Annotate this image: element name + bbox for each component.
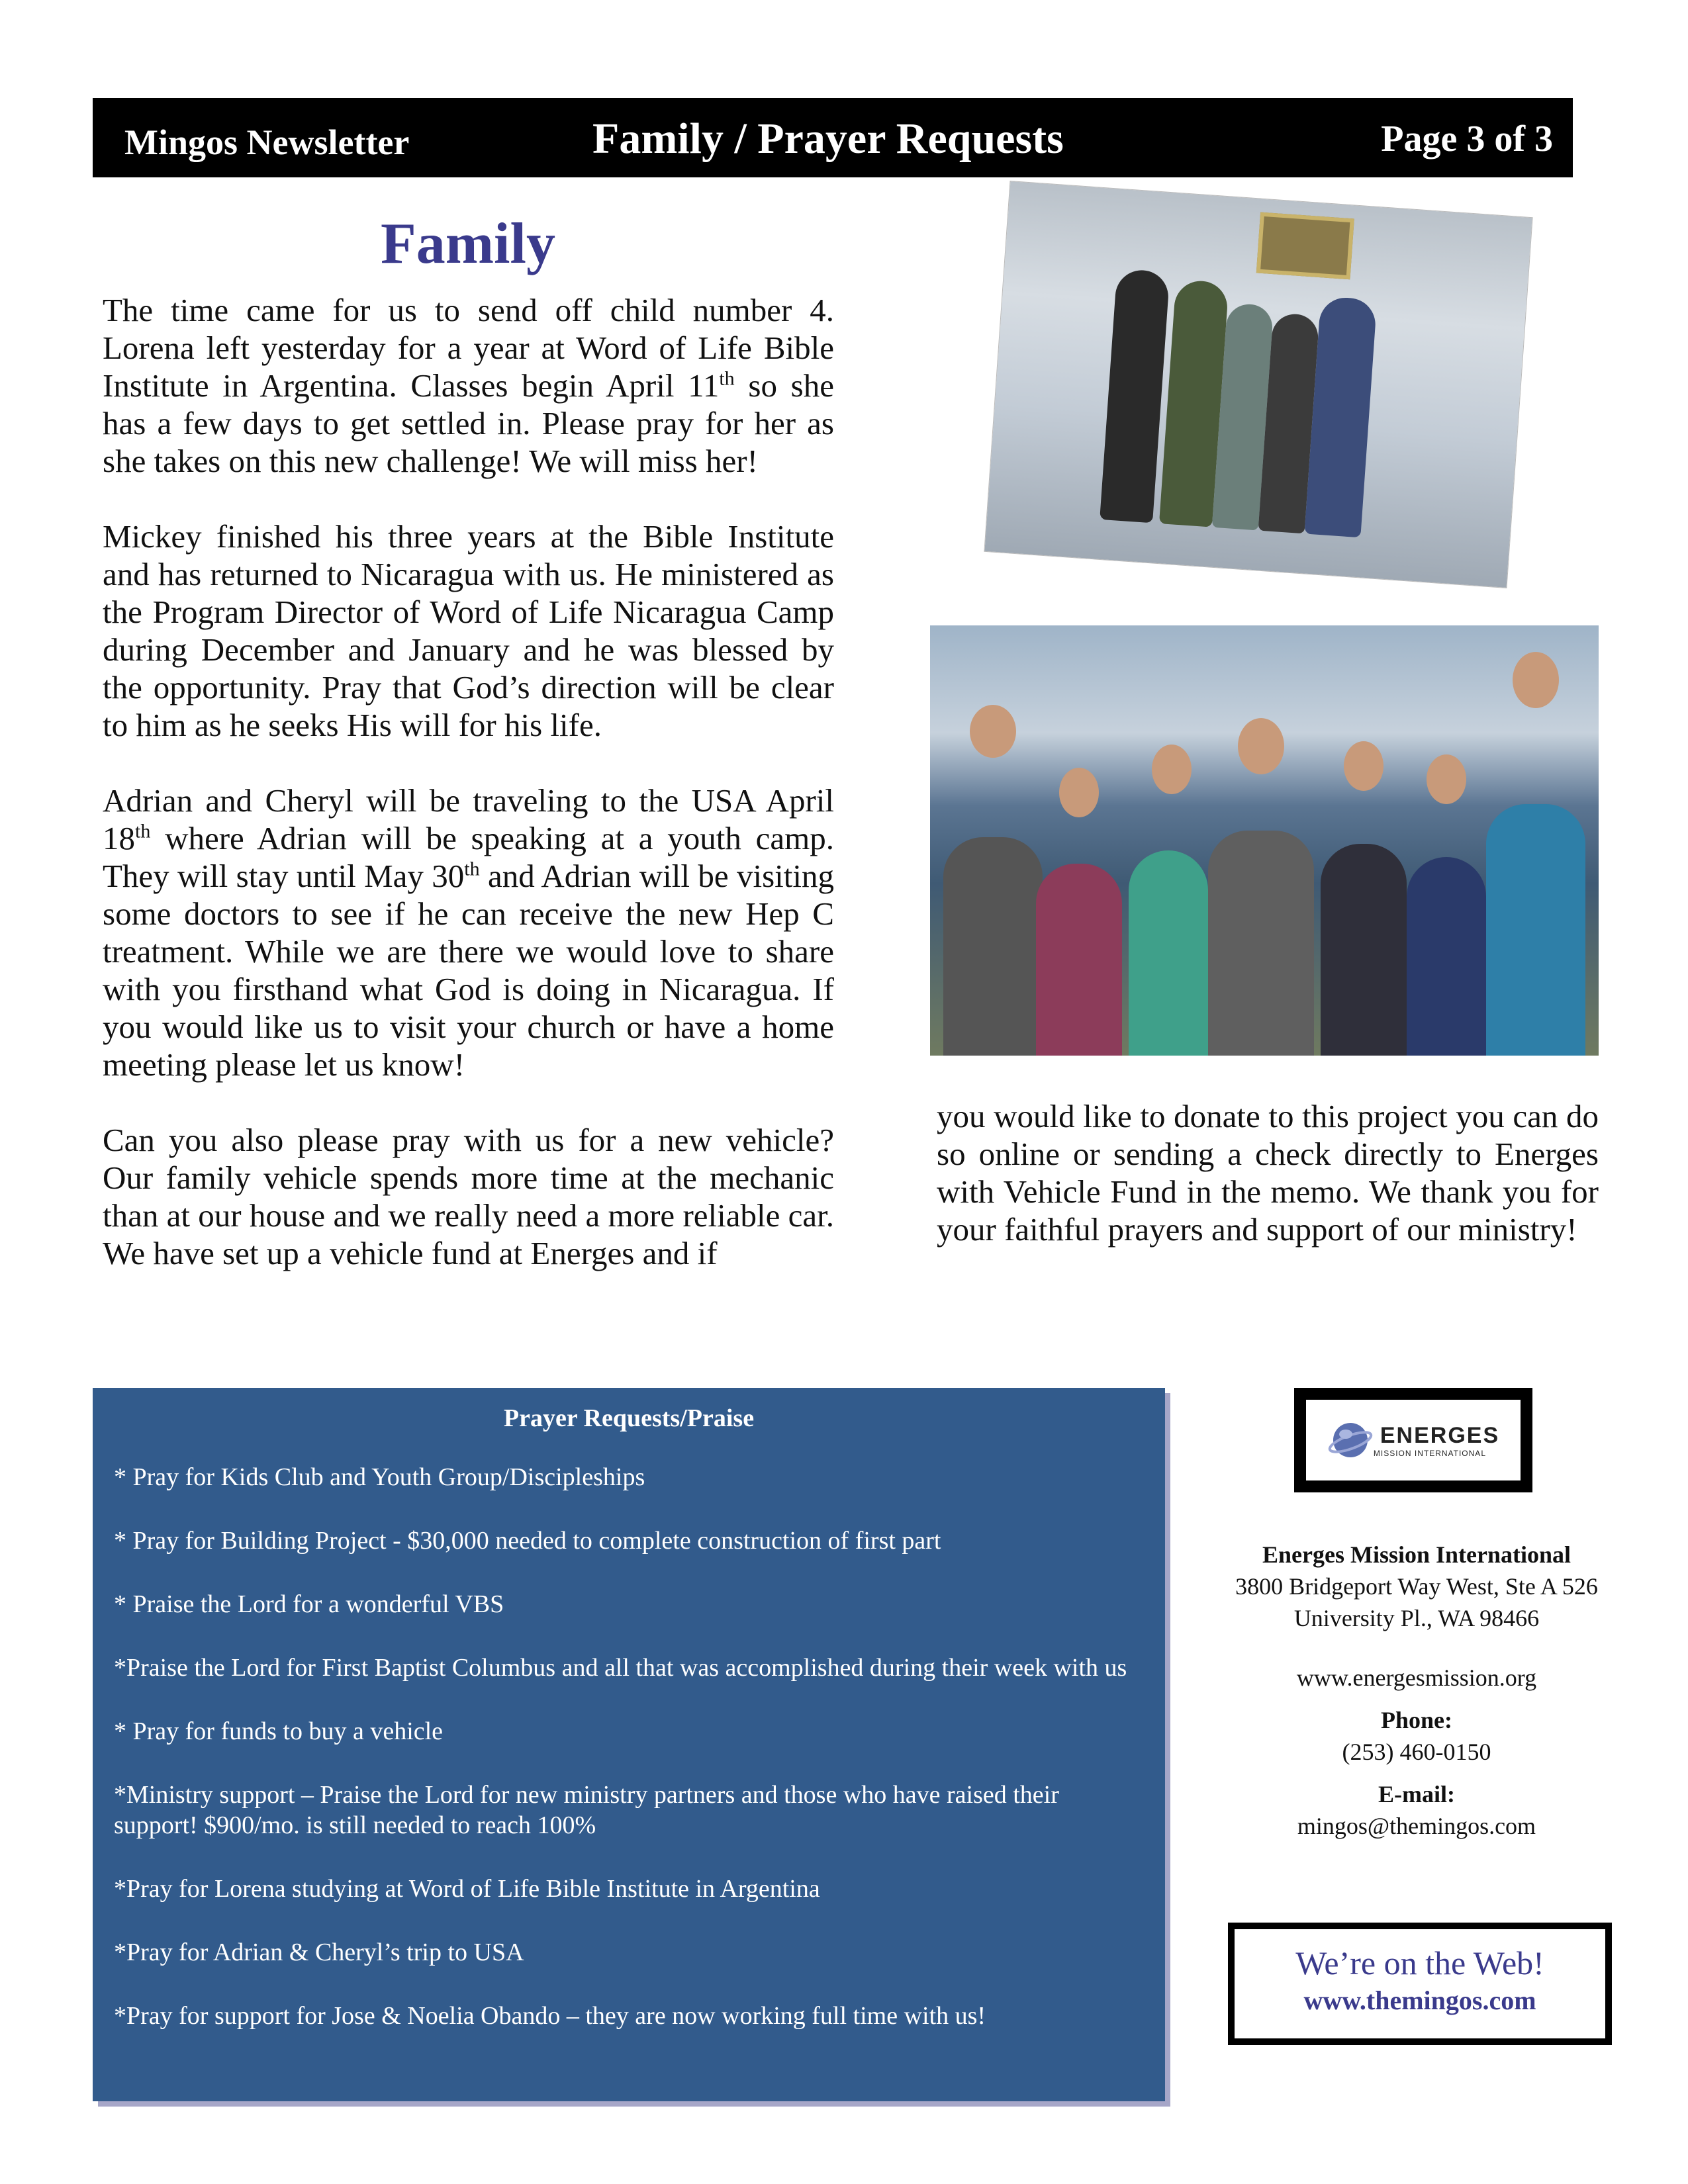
web-callout-title: We’re on the Web! — [1295, 1944, 1544, 1981]
photo-face — [1238, 718, 1284, 774]
web-callout-box — [1228, 1923, 1612, 2045]
logo-subtitle: MISSION INTERNATIONAL — [1373, 1448, 1486, 1458]
organization-name: Energes Mission International — [1262, 1541, 1571, 1568]
photo-person — [1321, 844, 1407, 1056]
ordinal-suffix: th — [135, 820, 151, 842]
photo-person — [1407, 857, 1486, 1056]
website-link[interactable]: www.energesmission.org — [1296, 1664, 1537, 1691]
photo-person — [1208, 831, 1314, 1056]
list-item: *Ministry support – Praise the Lord for new ministry partners and those who have raised their support! $900/mo. is still needed to reach 100% — [114, 1781, 1059, 1839]
page-number: Page 3 of 3 — [1381, 118, 1553, 159]
list-item: * Praise the Lord for a wonderful VBS — [114, 1590, 504, 1618]
list-item: *Praise the Lord for First Baptist Columbus and all that was accomplished during their week with us — [114, 1654, 1127, 1682]
list-item: *Pray for support for Jose & Noelia Obando – they are now working full time with us! — [114, 2002, 986, 2030]
list-item: * Pray for funds to buy a vehicle — [114, 1717, 444, 1745]
paragraph-mickey: Mickey finished his three years at the Bible Institute and has returned to Nicaragua with us. He ministered as the Program Director of Word of Life Nicaragua Camp during December and January and he was blessed by the opportunity. Pray that God’s direction will be clear to him as he seeks His will for his life. — [103, 518, 834, 743]
photo-person — [1100, 269, 1170, 523]
paragraph-vehicle: Can you also please pray with us for a new vehicle? Our family vehicle spends more time at the mechanic than at our house and we really need a more reliable car. We have set up a vehicle fund at Energes and if — [103, 1122, 834, 1271]
ordinal-suffix: th — [464, 858, 480, 880]
energes-logo — [1294, 1388, 1532, 1492]
family-heading: Family — [381, 212, 555, 276]
list-item: * Pray for Building Project - $30,000 needed to complete construction of first part — [114, 1527, 941, 1555]
prayer-requests-title: Prayer Requests/Praise — [503, 1404, 755, 1432]
photo-person — [1129, 850, 1208, 1056]
photo-face — [1427, 754, 1466, 804]
paragraph-usa-trip — [103, 782, 834, 1083]
ordinal-suffix: th — [719, 367, 735, 390]
web-callout-url[interactable]: www.themingos.com — [1303, 1985, 1536, 2015]
paragraph-vehicle-continued: you would like to donate to this project you can do so online or sending a check directly to Energes with Vehicle Fund in the memo. We thank you for your faithful prayers and support of our ministry! — [937, 1098, 1599, 1248]
photo-face — [1513, 652, 1559, 708]
address-line-2: University Pl., WA 98466 — [1293, 1605, 1540, 1631]
list-item: *Pray for Adrian & Cheryl’s trip to USA — [114, 1938, 524, 1966]
family-article-right-column — [937, 1097, 1599, 1248]
photo-person — [1036, 864, 1122, 1056]
section-title: Family / Prayer Requests — [592, 114, 1064, 163]
logo-name: ENERGES — [1380, 1422, 1500, 1448]
paragraph-lorena-text-a: The time came for us to send off child number 4. Lorena left yesterday for a year at Word of Life Bible Institute in Argentina. Classes begin April 11 — [103, 292, 834, 404]
photo-face — [1152, 745, 1192, 794]
list-item: * Pray for Kids Club and Youth Group/Discipleships — [114, 1463, 645, 1491]
paragraph-usa-text-b: where Adrian will be speaking at a youth camp. They will stay until May 30 — [103, 820, 834, 894]
contact-info — [1211, 1539, 1622, 1842]
photo-person — [943, 837, 1043, 1056]
photo-face — [970, 705, 1016, 758]
paragraph-usa-text-c: and Adrian will be visiting some doctors to see if he can receive the new Hep C treatment. While we are there we would love to share with you firsthand what God is doing in Nicaragua. If you would like us to visit your church or have a home meeting please let us know! — [103, 858, 834, 1083]
logo-inner — [1306, 1400, 1521, 1480]
list-item: *Pray for Lorena studying at Word of Life Bible Institute in Argentina — [114, 1875, 820, 1903]
prayer-requests-list — [114, 1462, 1147, 2064]
photo-face — [1344, 741, 1383, 791]
newsletter-name: Mingos Newsletter — [124, 122, 410, 162]
airport-family-photo — [984, 181, 1532, 588]
phone-number: (253) 460-0150 — [1342, 1739, 1491, 1765]
logo-text-block — [1374, 1423, 1499, 1458]
email-label: E-mail: — [1378, 1781, 1455, 1807]
globe-icon — [1327, 1417, 1374, 1463]
email-address[interactable]: mingos@themingos.com — [1297, 1813, 1536, 1839]
paragraph-lorena-text-b: so she has a few days to get settled in. Please pray for her as she takes on this new challenge! We will miss her! — [103, 367, 834, 479]
phone-label: Phone: — [1381, 1707, 1452, 1733]
photo-face — [1059, 768, 1099, 817]
lagoon-family-photo — [930, 625, 1599, 1056]
paragraph-usa-text-a: Adrian and Cheryl will be traveling to the USA April 18 — [103, 782, 834, 856]
prayer-requests-box — [93, 1388, 1165, 2101]
address-line-1: 3800 Bridgeport Way West, Ste A 526 — [1235, 1573, 1598, 1600]
photo-person — [1486, 804, 1585, 1056]
family-article-left-column — [103, 291, 834, 1272]
paragraph-lorena — [103, 291, 834, 480]
wall-painting — [1256, 212, 1354, 280]
newsletter-header — [93, 98, 1573, 177]
